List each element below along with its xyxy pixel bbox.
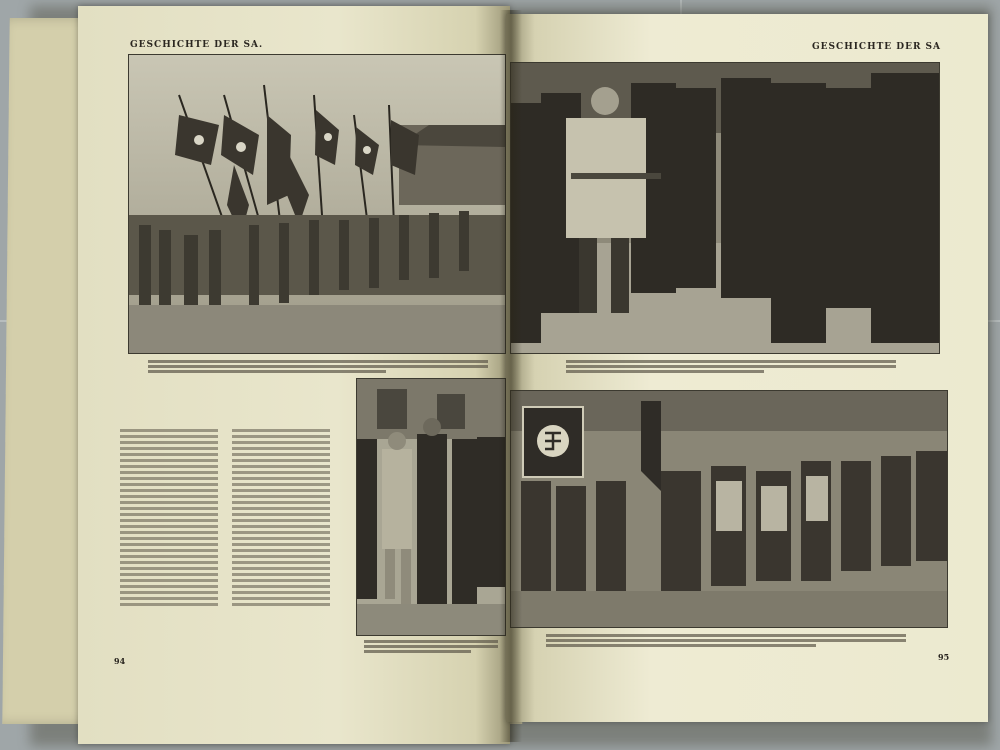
photo-street-march (356, 378, 506, 636)
text-column-2 (232, 426, 330, 609)
caption-flag-bearers (546, 632, 906, 649)
photo-flag-parade (128, 54, 506, 354)
photo-flag-bearers (510, 390, 948, 628)
right-running-head: GESCHICHTE DER SA (812, 42, 942, 52)
right-page (506, 14, 988, 722)
right-page-number: 95 (938, 652, 950, 662)
caption-flag-parade (148, 358, 488, 375)
caption-inspection (566, 358, 896, 375)
left-page (78, 6, 510, 744)
left-running-head: GESCHICHTE DER SA. (130, 40, 264, 50)
caption-street-march (364, 638, 498, 655)
text-column-1 (120, 426, 218, 609)
left-page-number: 94 (114, 656, 126, 666)
book-gutter (500, 10, 522, 742)
photo-inspection (510, 62, 940, 354)
